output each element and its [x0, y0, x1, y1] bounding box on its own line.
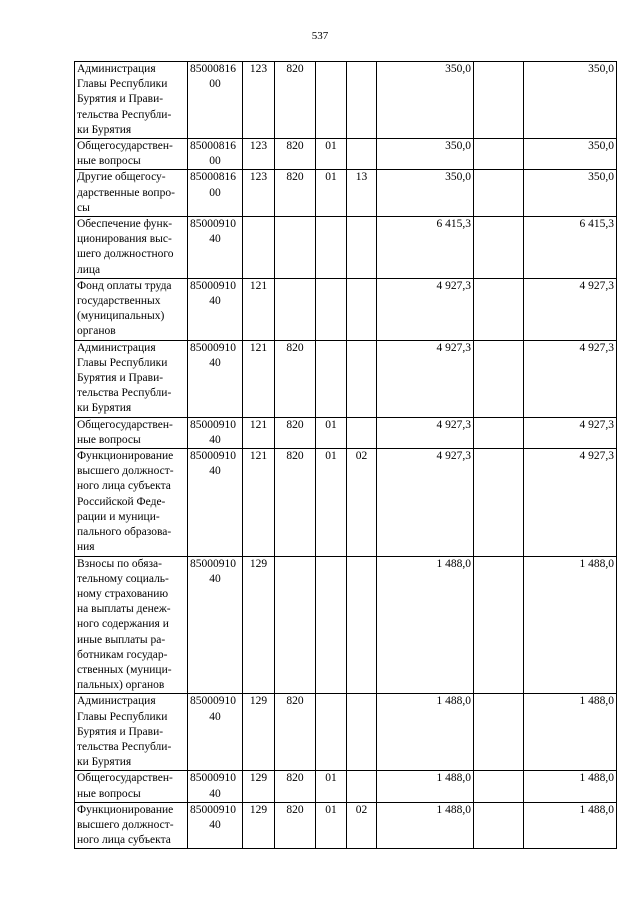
target-article-code-cell	[188, 556, 243, 694]
amount-2-cell: 350,0	[524, 170, 617, 217]
subsection-cell	[347, 417, 377, 448]
target-article-code-line: 85000910	[190, 450, 236, 463]
amount-1-cell: 6 415,3	[377, 217, 474, 279]
admin-code-cell: 820	[275, 449, 316, 556]
admin-code-cell: 820	[275, 340, 316, 417]
item-name-line: Функционирование	[77, 450, 174, 463]
section-cell	[316, 556, 347, 694]
target-article-code-cell	[188, 278, 243, 340]
expense-type-cell: 121	[243, 278, 275, 340]
expense-type-cell: 121	[243, 340, 275, 417]
item-name-line: ки Бурятия	[77, 123, 132, 136]
admin-code-cell	[275, 556, 316, 694]
expense-type-cell: 123	[243, 170, 275, 217]
item-name-cell	[75, 771, 188, 802]
admin-code-cell: 820	[275, 802, 316, 849]
expense-type-cell: 129	[243, 802, 275, 849]
section-cell: 01	[316, 771, 347, 802]
amount-1-cell: 350,0	[377, 62, 474, 139]
item-name-line: рации и муници-	[77, 510, 160, 523]
subsection-cell	[347, 278, 377, 340]
section-cell	[316, 340, 347, 417]
target-article-code-line: 40	[209, 433, 221, 446]
target-article-code-line: 85000910	[190, 803, 236, 816]
admin-code-cell: 820	[275, 417, 316, 448]
item-name-line: Взносы по обяза-	[77, 557, 162, 570]
empty-cell	[474, 771, 524, 802]
target-article-code-cell	[188, 449, 243, 556]
target-article-code-line: 40	[209, 233, 221, 246]
amount-1-cell: 4 927,3	[377, 417, 474, 448]
section-cell	[316, 278, 347, 340]
item-name-line: ки Бурятия	[77, 402, 132, 415]
item-name-line: на выплаты денеж-	[77, 603, 171, 616]
item-name-line: Другие общегосу-	[77, 171, 166, 184]
admin-code-cell: 820	[275, 694, 316, 771]
section-cell: 01	[316, 170, 347, 217]
empty-cell	[474, 62, 524, 139]
item-name-line: высшего должност-	[77, 465, 174, 478]
item-name-line: тельства Республи-	[77, 740, 172, 753]
admin-code-cell	[275, 278, 316, 340]
item-name-line: Общегосударствен-	[77, 772, 173, 785]
target-article-code-line: 85000910	[190, 557, 236, 570]
subsection-cell	[347, 62, 377, 139]
item-name-cell	[75, 62, 188, 139]
amount-1-cell: 350,0	[377, 170, 474, 217]
section-cell: 01	[316, 139, 347, 170]
table-row	[75, 449, 617, 556]
table-body	[75, 62, 617, 849]
item-name-cell	[75, 340, 188, 417]
table-row	[75, 556, 617, 694]
amount-1-cell: 1 488,0	[377, 771, 474, 802]
expense-type-cell: 129	[243, 556, 275, 694]
amount-2-cell: 4 927,3	[524, 278, 617, 340]
item-name-line: ционирования выс-	[77, 233, 172, 246]
item-name-cell	[75, 170, 188, 217]
amount-2-cell: 6 415,3	[524, 217, 617, 279]
subsection-cell: 13	[347, 170, 377, 217]
amount-2-cell: 1 488,0	[524, 771, 617, 802]
target-article-code-line: 85000910	[190, 341, 236, 354]
item-name-line: ботникам государ-	[77, 648, 168, 661]
table-row	[75, 694, 617, 771]
target-article-code-cell	[188, 217, 243, 279]
subsection-cell	[347, 217, 377, 279]
item-name-line: Главы Республики	[77, 78, 168, 91]
budget-table	[74, 61, 617, 849]
item-name-cell	[75, 802, 188, 849]
expense-type-cell: 123	[243, 139, 275, 170]
item-name-line: пального образова-	[77, 526, 172, 539]
item-name-cell	[75, 278, 188, 340]
item-name-line: тельства Республи-	[77, 108, 172, 121]
item-name-line: тельства Республи-	[77, 387, 172, 400]
section-cell: 01	[316, 417, 347, 448]
expense-type-cell	[243, 217, 275, 279]
empty-cell	[474, 278, 524, 340]
target-article-code-line: 85000910	[190, 695, 236, 708]
target-article-code-line: 00	[209, 78, 221, 91]
section-cell	[316, 217, 347, 279]
item-name-line: Администрация	[77, 63, 156, 75]
target-article-code-cell	[188, 62, 243, 139]
table-row	[75, 802, 617, 849]
empty-cell	[474, 694, 524, 771]
target-article-code-line: 40	[209, 818, 221, 831]
target-article-code-line: 40	[209, 295, 221, 308]
amount-1-cell: 1 488,0	[377, 694, 474, 771]
subsection-cell	[347, 556, 377, 694]
item-name-line: ного лица субъекта	[77, 480, 171, 493]
item-name-cell	[75, 694, 188, 771]
subsection-cell: 02	[347, 449, 377, 556]
amount-2-cell: 4 927,3	[524, 340, 617, 417]
empty-cell	[474, 340, 524, 417]
target-article-code-line: 40	[209, 465, 221, 478]
target-article-code-line: 40	[209, 572, 221, 585]
item-name-line: пальных) органов	[77, 679, 165, 692]
item-name-line: высшего должност-	[77, 818, 174, 831]
table-row	[75, 340, 617, 417]
item-name-line: (муниципальных)	[77, 310, 165, 323]
amount-2-cell: 4 927,3	[524, 449, 617, 556]
target-article-code-cell	[188, 340, 243, 417]
amount-2-cell: 350,0	[524, 139, 617, 170]
item-name-line: Бурятия и Прави-	[77, 93, 164, 106]
subsection-cell: 02	[347, 802, 377, 849]
amount-1-cell: 350,0	[377, 139, 474, 170]
admin-code-cell: 820	[275, 139, 316, 170]
expense-type-cell: 121	[243, 449, 275, 556]
item-name-line: ния	[77, 541, 95, 554]
subsection-cell	[347, 771, 377, 802]
target-article-code-line: 85000910	[190, 772, 236, 785]
section-cell: 01	[316, 449, 347, 556]
target-article-code-line: 85000910	[190, 218, 236, 231]
item-name-line: иные выплаты ра-	[77, 633, 166, 646]
target-article-code-cell	[188, 694, 243, 771]
item-name-line: лица	[77, 263, 101, 276]
section-cell	[316, 694, 347, 771]
item-name-line: Бурятия и Прави-	[77, 725, 164, 738]
empty-cell	[474, 556, 524, 694]
target-article-code-cell	[188, 417, 243, 448]
item-name-line: Обеспечение функ-	[77, 218, 173, 231]
target-article-code-line: 85000816	[190, 171, 236, 184]
amount-1-cell: 1 488,0	[377, 802, 474, 849]
amount-2-cell: 4 927,3	[524, 417, 617, 448]
amount-1-cell: 4 927,3	[377, 449, 474, 556]
item-name-line: Бурятия и Прави-	[77, 372, 164, 385]
amount-2-cell: 1 488,0	[524, 556, 617, 694]
empty-cell	[474, 417, 524, 448]
target-article-code-line: 00	[209, 155, 221, 168]
table-row	[75, 170, 617, 217]
item-name-line: ные вопросы	[77, 155, 141, 168]
table-row	[75, 771, 617, 802]
amount-2-cell: 1 488,0	[524, 802, 617, 849]
target-article-code-cell	[188, 170, 243, 217]
expense-type-cell: 129	[243, 771, 275, 802]
target-article-code-line: 40	[209, 356, 221, 369]
subsection-cell	[347, 139, 377, 170]
item-name-line: ные вопросы	[77, 433, 141, 446]
item-name-line: ному страхованию	[77, 587, 169, 600]
item-name-line: Российской Феде-	[77, 495, 166, 508]
item-name-line: дарственные вопро-	[77, 186, 175, 199]
section-cell: 01	[316, 802, 347, 849]
item-name-cell	[75, 139, 188, 170]
target-article-code-line: 40	[209, 710, 221, 723]
item-name-cell	[75, 217, 188, 279]
amount-1-cell: 4 927,3	[377, 278, 474, 340]
item-name-line: Администрация	[77, 341, 156, 354]
amount-2-cell: 1 488,0	[524, 694, 617, 771]
target-article-code-cell	[188, 139, 243, 170]
target-article-code-line: 00	[209, 186, 221, 199]
table-row	[75, 417, 617, 448]
empty-cell	[474, 170, 524, 217]
item-name-line: Главы Республики	[77, 356, 168, 369]
item-name-line: Фонд оплаты труда	[77, 279, 172, 292]
expense-type-cell: 123	[243, 62, 275, 139]
amount-2-cell: 350,0	[524, 62, 617, 139]
target-article-code-cell	[188, 802, 243, 849]
empty-cell	[474, 449, 524, 556]
expense-type-cell: 129	[243, 694, 275, 771]
empty-cell	[474, 802, 524, 849]
amount-1-cell: 1 488,0	[377, 556, 474, 694]
item-name-line: шего должностного	[77, 248, 174, 261]
target-article-code-cell	[188, 771, 243, 802]
table-row	[75, 62, 617, 139]
table-row	[75, 278, 617, 340]
item-name-line: ки Бурятия	[77, 756, 132, 769]
item-name-line: Общегосударствен-	[77, 140, 173, 153]
amount-1-cell: 4 927,3	[377, 340, 474, 417]
target-article-code-line: 40	[209, 787, 221, 800]
item-name-line: тельному социаль-	[77, 572, 169, 585]
item-name-line: ные вопросы	[77, 787, 141, 800]
item-name-line: органов	[77, 325, 116, 338]
expense-type-cell: 121	[243, 417, 275, 448]
target-article-code-line: 85000910	[190, 418, 236, 431]
item-name-line: Главы Республики	[77, 710, 168, 723]
item-name-cell	[75, 417, 188, 448]
admin-code-cell: 820	[275, 170, 316, 217]
target-article-code-line: 85000816	[190, 63, 236, 75]
section-cell	[316, 62, 347, 139]
admin-code-cell: 820	[275, 771, 316, 802]
target-article-code-line: 85000910	[190, 279, 236, 292]
table-row	[75, 217, 617, 279]
item-name-line: ного лица субъекта	[77, 834, 171, 847]
item-name-line: Функционирование	[77, 803, 174, 816]
admin-code-cell	[275, 217, 316, 279]
item-name-line: государственных	[77, 295, 161, 308]
empty-cell	[474, 217, 524, 279]
item-name-line: Администрация	[77, 695, 156, 708]
item-name-line: ного содержания и	[77, 618, 169, 631]
item-name-cell	[75, 556, 188, 694]
admin-code-cell: 820	[275, 62, 316, 139]
table-row	[75, 139, 617, 170]
item-name-line: сы	[77, 201, 90, 214]
item-name-line: ственных (муници-	[77, 663, 172, 676]
subsection-cell	[347, 694, 377, 771]
empty-cell	[474, 139, 524, 170]
item-name-cell	[75, 449, 188, 556]
target-article-code-line: 85000816	[190, 140, 236, 153]
subsection-cell	[347, 340, 377, 417]
page-number: 537	[311, 30, 329, 42]
item-name-line: Общегосударствен-	[77, 418, 173, 431]
